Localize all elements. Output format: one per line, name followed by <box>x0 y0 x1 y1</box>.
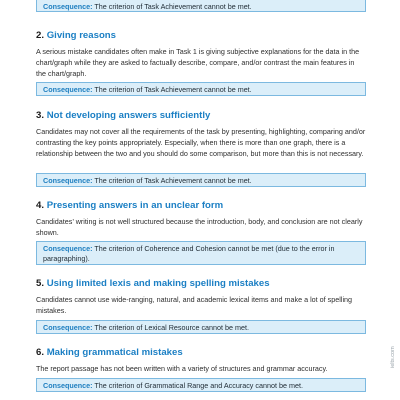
section-title: Using limited lexis and making spelling mistakes <box>46 278 270 289</box>
section-title: Giving reasons <box>46 30 116 41</box>
section-heading-2 <box>36 30 116 42</box>
section-body-4: Candidates’ writing is not well structured because the introduction, body, and conclusion are not clearly shown. <box>36 217 363 238</box>
section-title: Making grammatical mistakes <box>46 347 183 358</box>
consequence-label: Consequence: <box>43 176 93 185</box>
section-number: 3. <box>36 110 45 121</box>
consequence-text: The criterion of Lexical Resource cannot be met. <box>94 323 250 332</box>
section-heading-3 <box>36 110 210 122</box>
section-heading-6 <box>36 347 183 359</box>
consequence-box-6 <box>36 378 366 392</box>
consequence-label: Consequence: <box>43 85 93 94</box>
consequence-label: Consequence: <box>43 2 93 11</box>
consequence-text: The criterion of Grammatical Range and Accuracy cannot be met. <box>94 381 303 390</box>
section-heading-5 <box>36 278 270 290</box>
consequence-text: The criterion of Coherence and Cohesion cannot be met (due to the error in paragraphing). <box>43 244 335 263</box>
consequence-box-3 <box>36 173 366 187</box>
section-title: Presenting answers in an unclear form <box>46 200 224 211</box>
section-number: 4. <box>36 200 45 211</box>
watermark: ielts.com <box>390 346 396 368</box>
section-body-3: Candidates may not cover all the requirements of the task by presenting, highlighting, comparing and/or contrasting the key points appropriately. Especially, when there is more than one graph, there is a relationship between the two and you should do some comparison, but more than this is not necessary. <box>36 127 366 159</box>
consequence-text: The criterion of Task Achievement cannot be met. <box>94 85 252 94</box>
consequence-text: The criterion of Task Achievement cannot be met. <box>94 2 252 11</box>
consequence-label: Consequence: <box>43 244 93 253</box>
consequence-box-2 <box>36 82 366 96</box>
consequence-label: Consequence: <box>43 323 93 332</box>
section-body-2: A serious mistake candidates often make in Task 1 is giving subjective explanations for the data in the chart/graph while they are asked to factually describe, compare, and/or contrast the main features in the chart/graph. <box>36 47 360 79</box>
section-title: Not developing answers sufficiently <box>46 110 211 121</box>
consequence-box-4 <box>36 241 366 265</box>
section-body-5: Candidates cannot use wide-ranging, natural, and academic lexical items and make a lot of spelling mistakes. <box>36 295 353 316</box>
section-number: 6. <box>36 347 45 358</box>
consequence-box-5 <box>36 320 366 334</box>
consequence-label: Consequence: <box>43 381 93 390</box>
consequence-box-1 <box>36 0 366 12</box>
section-heading-4 <box>36 200 223 212</box>
consequence-text: The criterion of Task Achievement cannot be met. <box>94 176 252 185</box>
section-number: 5. <box>36 278 45 289</box>
section-body-6: The report passage has not been written with a variety of structures and grammar accuracy. <box>36 364 328 373</box>
section-number: 2. <box>36 30 45 41</box>
